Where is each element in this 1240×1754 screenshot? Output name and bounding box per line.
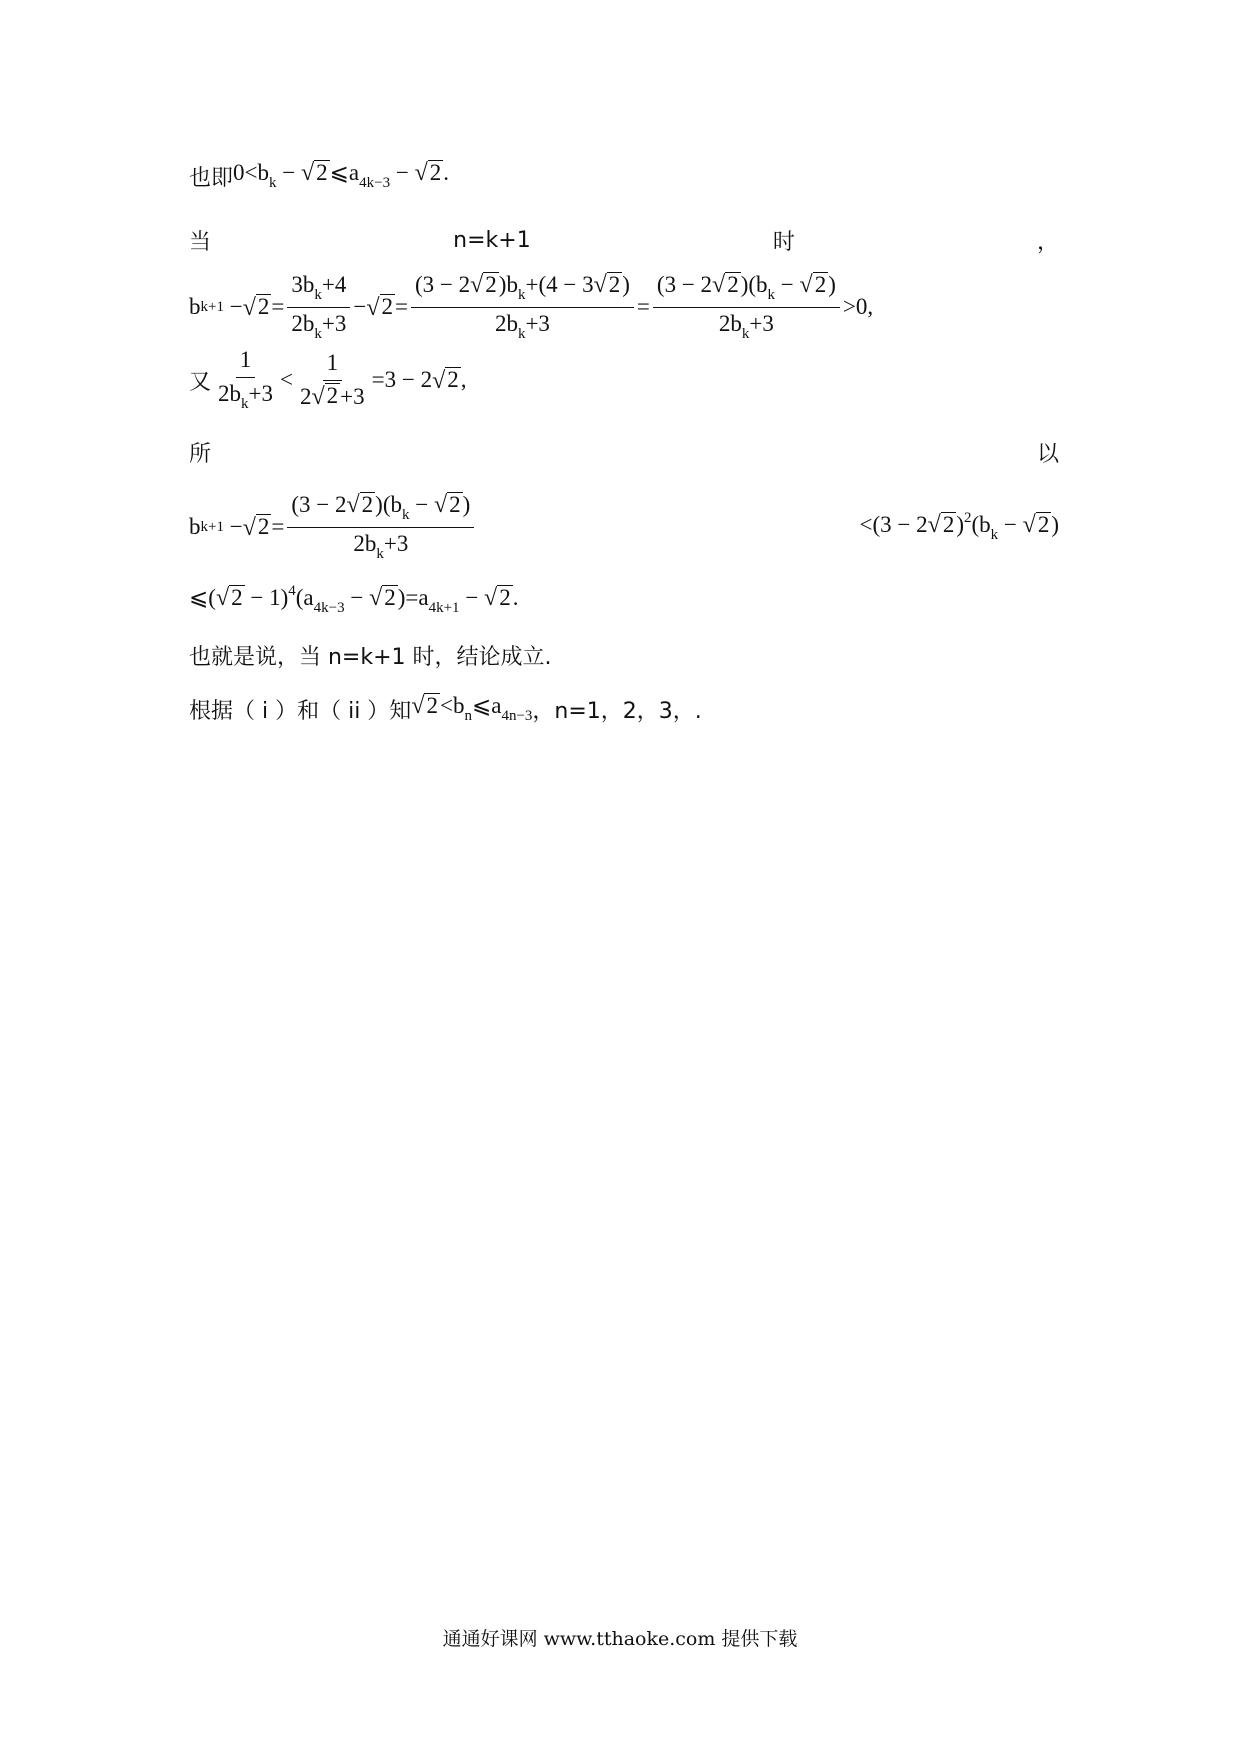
eq7-math: ⩽( √ 2 − $1)^4(a_{4k-3}$ − √ 2 )$=a_{4k+1}$ − √ 2 . [189,583,519,616]
eq3-math: b k+1 − √ 2 = $\frac{3b_k+4}{2b_k+3}$ − √ 2 = (3 − 2 √ 2 )$b_k+(4 - 3$ √ 2 ) $2b_k+3$ = (3 − 2 √ 2 )($b_k$ − √ 2 ) $2b_k+3$ >0, [189,271,874,342]
equation-bk1-bound [189,492,1059,562]
n-equals-k-plus-1: n=k+1 [453,228,531,253]
line-conclusion-holds [189,640,1059,671]
line1-prefix: 也即 [189,165,234,191]
line-also-inequality [189,347,1059,412]
yi-word: 以 [1036,442,1059,467]
equation-chain-continued [189,583,1059,617]
line8-text: 也就是说，当 n=k+1 时，结论成立. [189,645,552,670]
time-word: 时 [772,230,795,255]
line4-math: $\frac{1}{2b_k+3}$ < 1 2 √ 2 +3 =3 − 2 √ 2 , [218,347,467,412]
line-also-that-is [189,160,1059,192]
line9-prefix: 根据（ i ）和（ ii ）知 [189,698,412,724]
trailing-comma: ， [1036,230,1059,255]
line4-prefix: 又 [189,369,212,395]
so-word: 所 [189,442,212,467]
page-footer: 通通好课网 www.tthaoke.com 提供下载 [442,1628,798,1650]
eq6-left: b k+1 − √ 2 = (3 − 2 √ 2 )($b_k$ − √ 2 ) $2b_k+3$ [189,491,477,564]
line-therefore [189,437,1059,468]
when-word: 当 [189,230,212,255]
line-when-n-k1 [189,225,1059,256]
line1-math: $0<b_k$ − √ 2 $⩽a_{4k-3}$ − √ 2 . [233,160,450,192]
line-final-result [189,693,1059,725]
equation-bk1-minus-sqrt2 [189,272,1059,342]
line9-suffix: ，n=1，2，3，. [532,698,702,724]
line9-math: √ 2 $<b_n⩽a_{4n-3}$ [411,693,533,725]
eq6-right: <(3 − 2 √ 2 )$^2(b_k$ − √ 2 ) [859,510,1059,543]
